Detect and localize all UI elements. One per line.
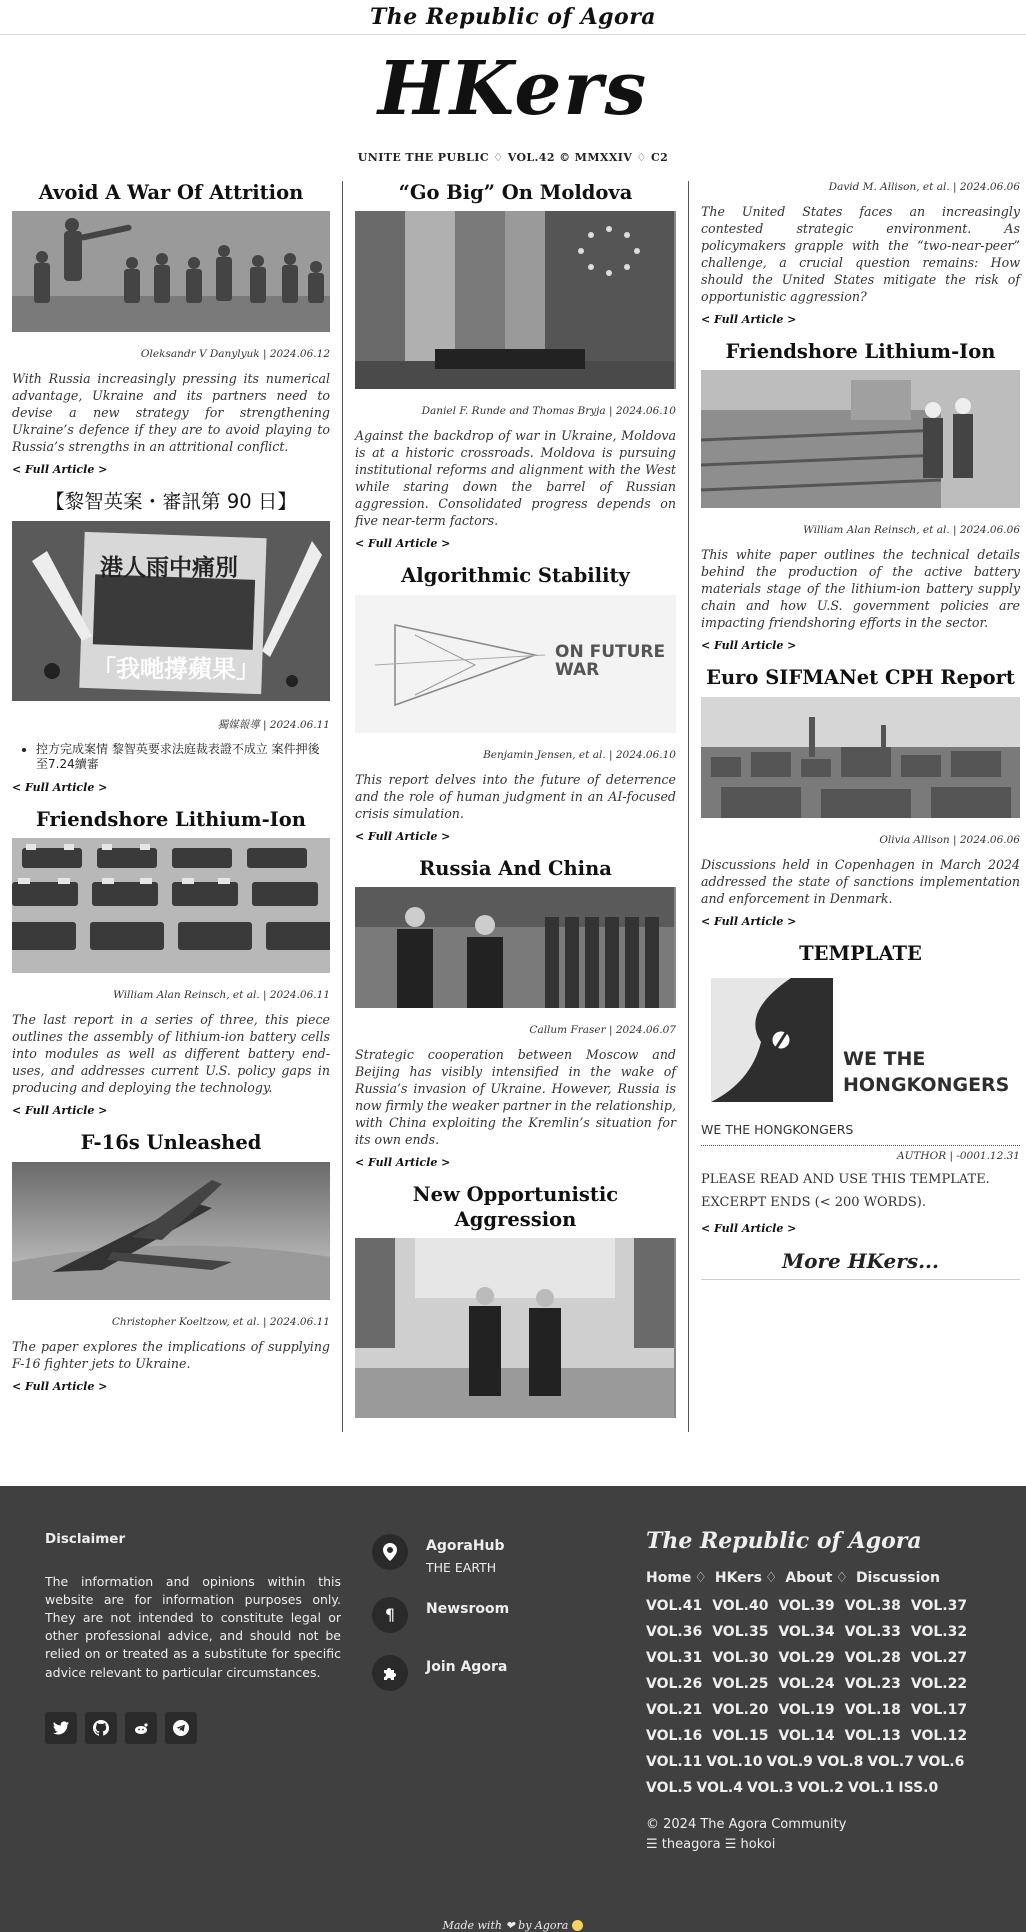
vol-link[interactable]: VOL.5 [646,1779,693,1796]
volume-row [646,1671,986,1697]
footer-link-title[interactable]: Newsroom [426,1600,510,1617]
vol-link[interactable]: VOL.3 [746,1779,794,1796]
column-left [12,181,343,1432]
vol-link[interactable]: VOL.13 [844,1727,901,1744]
footer-disclaimer [45,1531,341,1744]
article-card [12,181,330,476]
volume-row [646,1619,986,1645]
article-headline[interactable]: F-16s Unleashed [80,1131,262,1155]
vol-link[interactable]: VOL.37 [910,1597,968,1614]
footer-links [372,1534,622,1713]
full-article-link[interactable]: < Full Article > [12,1104,108,1118]
logo-text-we-the: WE THE [843,1048,926,1071]
full-article-link[interactable]: < Full Article > [355,1156,451,1170]
volume-row [646,1775,986,1801]
vol-link[interactable]: VOL.25 [712,1675,769,1692]
vol-link[interactable]: VOL.30 [712,1649,769,1666]
vol-link[interactable]: VOL.11 [646,1753,703,1770]
article-photo-kremlin[interactable] [355,1238,676,1418]
vol-link[interactable]: ISS.0 [898,1779,939,1796]
full-article-link[interactable]: < Full Article > [12,463,108,477]
vol-link[interactable]: VOL.2 [797,1779,844,1796]
github-icon[interactable] [85,1712,117,1744]
article-card [701,181,1020,326]
article-meta: Callum Fraser | 2024.06.07 [529,1024,676,1037]
vol-link[interactable]: VOL.8 [816,1753,864,1770]
masthead [0,35,1026,149]
article-headline[interactable]: Friendshore Lithium-Ion [725,340,996,363]
vol-link[interactable]: VOL.28 [844,1649,901,1666]
footer-brand[interactable]: The Republic of Agora [646,1527,922,1554]
article-headline[interactable]: Algorithmic Stability [401,564,630,588]
vol-link[interactable]: VOL.21 [646,1701,703,1718]
full-article-link[interactable]: < Full Article > [355,829,451,843]
volume-row [646,1749,986,1775]
vol-link[interactable]: VOL.27 [910,1649,968,1666]
article-meta: Benjamin Jensen, et al. | 2024.06.10 [483,748,676,761]
article-meta: 獨媒報導 | 2024.06.11 [217,718,330,731]
article-meta: AUTHOR | -0001.12.31 [897,1150,1020,1163]
made-with-line [0,1919,1026,1932]
vol-link[interactable]: VOL.19 [778,1701,835,1718]
article-card [701,942,1020,1235]
site-footer [0,1486,1026,1932]
article-columns [0,181,1026,1432]
article-photo-battery-plant[interactable] [701,370,1020,508]
disclaimer-title: Disclaimer [45,1530,126,1547]
footer-link-title[interactable]: Join Agora [426,1658,508,1675]
article-excerpt: This report delves into the future of deterrence and the role of human judgment in an AI-focused crisis simulation. [355,771,676,821]
article-meta: Oleksandr V Danylyuk | 2024.06.12 [140,348,330,361]
footer-link-sub: THE EARTH [426,1559,497,1575]
volume-row [646,1723,986,1749]
vol-link[interactable]: VOL.9 [766,1753,813,1770]
social-links [45,1712,341,1744]
full-article-link[interactable]: < Full Article > [701,914,797,928]
article-card [12,808,330,1117]
article-excerpt: The last report in a series of three, this piece outlines the assembly of lithium-ion battery cells into modules as well as different battery end-uses, and addresses current U.S. policy gaps in producing and deploying the technology. [12,1012,330,1096]
article-excerpt: Discussions held in Copenhagen in March 2024 addressed the state of sanctions implementation and enforcement in Denmark. [701,856,1020,906]
disclaimer-text: The information and opinions within this website are for information purposes only. They are not intended to constitute legal or other professional advice, and should not be relied on or treated as a substitute for specific advice relevant to particular circumstances. [45,1573,341,1680]
top-bar [0,0,1026,35]
article-meta: Christopher Koeltzow, et al. | 2024.06.11 [111,1315,330,1328]
article-photo-f16[interactable] [12,1162,330,1300]
vol-link[interactable]: VOL.22 [910,1675,968,1692]
article-excerpt: The paper explores the implications of supplying F-16 fighter jets to Ukraine. [12,1338,330,1371]
newspaper-headline-bottom: 「我哋撐蘋果」 [92,654,260,683]
vol-link[interactable]: VOL.10 [706,1753,763,1770]
full-article-link[interactable]: < Full Article > [12,780,108,794]
made-with-text: Made with ❤ by Agora [442,1918,569,1932]
nav-home[interactable]: Home [646,1569,692,1586]
issue-subline: UNITE THE PUBLIC ♢ VOL.42 © MMXXIV ♢ C2 [357,151,669,164]
volume-links [646,1593,986,1801]
hkers-logo[interactable]: HKers [377,46,649,132]
full-article-link[interactable]: < Full Article > [701,639,797,653]
article-photo-copenhagen[interactable] [701,697,1020,818]
nav-discussion[interactable]: Discussion [855,1569,941,1586]
sun-icon [572,1920,583,1931]
vol-link[interactable]: VOL.18 [844,1701,901,1718]
map-pin-icon [372,1534,408,1570]
footer-link-title[interactable]: AgoraHub [426,1537,505,1554]
vol-link[interactable]: VOL.35 [712,1623,769,1640]
we-the-hongkongers-logo[interactable] [701,972,1020,1112]
vol-link[interactable]: VOL.33 [844,1623,901,1640]
divider [701,1145,1020,1146]
vol-link[interactable]: VOL.15 [712,1727,769,1744]
article-photo-newspaper[interactable] [12,521,330,701]
footer-nav-line: Home ♢ HKers ♢ About ♢ Discussion [646,1569,941,1586]
article-meta: William Alan Reinsch, et al. | 2024.06.11 [113,989,330,1002]
article-card [355,857,676,1169]
footer-nav [646,1528,986,1855]
article-card [12,1131,330,1392]
nav-about[interactable]: About [785,1569,833,1586]
vol-link[interactable]: VOL.24 [778,1675,835,1692]
vol-link[interactable]: VOL.12 [910,1727,968,1744]
article-card [12,490,330,794]
volume-row [646,1645,986,1671]
footer-link-join-agora[interactable] [372,1655,622,1691]
vol-link[interactable]: VOL.32 [910,1623,968,1640]
newspaper-headline-top: 港人雨中痛別 [100,554,238,581]
article-excerpt: With Russia increasingly pressing its numerical advantage, Ukraine and its partners need to devise a new strategy for strengthening Ukraine’s defence if they are to avoid playing to Russia’s strengths in an attritional conflict. [12,371,330,455]
article-meta: David M. Allison, et al. | 2024.06.06 [828,181,1020,193]
vol-link[interactable]: VOL.29 [778,1649,835,1666]
article-photo-future-war[interactable] [355,595,676,733]
article-meta: Olivia Allison | 2024.06.06 [879,833,1020,846]
article-excerpt: Against the backdrop of war in Ukraine, Moldova is at a historic crossroads. Moldova is pursuing institutional reforms and alignment with the West while staring down the barrel of Russian aggression. Consolidated progress depends on five near-term factors. [355,428,676,529]
volume-row [646,1697,986,1723]
vol-link[interactable]: VOL.38 [844,1597,901,1614]
vol-link[interactable]: VOL.34 [778,1623,835,1640]
vol-link[interactable]: VOL.6 [917,1753,965,1770]
vol-link[interactable]: VOL.17 [910,1701,968,1718]
vol-link[interactable]: VOL.1 [847,1779,895,1796]
article-headline[interactable]: New Opportunistic Aggression [412,1183,619,1231]
full-article-link[interactable]: < Full Article > [701,1221,797,1235]
full-article-link[interactable]: < Full Article > [12,1379,108,1393]
vol-link[interactable]: VOL.4 [696,1779,743,1796]
article-card [355,1183,676,1418]
vol-link[interactable]: VOL.16 [646,1727,703,1744]
article-headline[interactable]: Russia And China [419,856,612,880]
more-hkers-link[interactable]: More HKers... [701,1249,1020,1280]
article-excerpt: Strategic cooperation between Moscow and Beijing has visibly intensified in the wake of Russia’s invasion of Ukraine. However, Russia is now firmly the weaker partner in the relationship, with China exploiting the Kremlin’s situation for its own ends. [355,1047,676,1148]
article-photo-soldiers[interactable] [12,211,330,332]
column-right [688,181,1020,1432]
telegram-icon[interactable] [165,1712,197,1744]
article-photo-batteries[interactable] [12,838,330,973]
logo-text-hongkongers: HONGKONGERS [843,1074,1010,1097]
vol-link[interactable]: VOL.23 [844,1675,901,1692]
article-headline[interactable]: 【黎智英案・審訊第 90 日】 [45,490,297,514]
article-headline[interactable]: Friendshore Lithium-Ion [36,807,306,831]
pilcrow-icon: ¶ [372,1597,408,1633]
footer-link-agorahub[interactable] [372,1534,622,1575]
article-bullet: • 控方完成案情 黎智英要求法庭裁表證不成立 案件押後至7.24續審 [36,742,330,773]
article-photo-moldova[interactable] [355,211,676,389]
article-photo-xi-putin[interactable] [355,887,676,1008]
template-body-line: PLEASE READ AND USE THIS TEMPLATE. [701,1172,990,1188]
vol-link[interactable]: VOL.26 [646,1675,703,1692]
article-headline[interactable]: TEMPLATE [799,941,922,965]
full-article-link[interactable]: < Full Article > [355,537,451,551]
vol-link[interactable]: VOL.14 [778,1727,835,1744]
puzzle-icon [372,1655,408,1691]
volume-row [646,1593,986,1619]
reddit-icon[interactable] [125,1712,157,1744]
column-middle [343,181,688,1432]
article-headline[interactable]: Avoid A War Of Attrition [38,181,304,204]
vol-link[interactable]: VOL.7 [867,1753,914,1770]
vol-link[interactable]: VOL.40 [712,1597,769,1614]
article-card [355,181,676,550]
site-brand-link[interactable]: The Republic of Agora [369,4,657,30]
article-card [701,340,1020,652]
twitter-icon[interactable] [45,1712,77,1744]
vol-link[interactable]: VOL.41 [646,1597,703,1614]
footer-link-newsroom[interactable] [372,1597,622,1633]
vol-link[interactable]: VOL.39 [778,1597,835,1614]
article-card [355,564,676,842]
template-caption: WE THE HONGKONGERS [701,1122,854,1138]
future-war-label: ON FUTURE WAR [555,641,666,681]
nav-hkers[interactable]: HKers [714,1569,762,1586]
vol-link[interactable]: VOL.31 [646,1649,703,1666]
vol-link[interactable]: VOL.20 [712,1701,769,1718]
article-meta: Daniel F. Runde and Thomas Bryja | 2024.06.10 [421,405,676,418]
article-meta: William Alan Reinsch, et al. | 2024.06.06 [803,524,1020,537]
credits-links[interactable]: ☰ theagora ☰ hokoi [646,1836,776,1852]
template-body-line: EXCERPT ENDS (< 200 WORDS). [701,1194,926,1210]
article-excerpt: This white paper outlines the technical details behind the production of the active battery materials stage of the lithium-ion battery supply chain and how U.S. government policies are impacting friendshoring efforts in the sector. [701,547,1020,631]
article-headline[interactable]: Euro SIFMANet CPH Report [706,666,1015,690]
article-headline[interactable]: “Go Big” On Moldova [398,181,633,204]
vol-link[interactable]: VOL.36 [646,1623,703,1640]
full-article-link[interactable]: < Full Article > [701,313,797,326]
article-card [701,666,1020,927]
article-excerpt: The United States faces an increasingly contested strategic environment. As policymakers grapple with the “two-near-peer” challenge, a crucial question remains: How should the United States mitigate the risk of opportunistic aggression? [701,204,1020,304]
copyright: © 2024 The Agora Community [646,1816,847,1832]
